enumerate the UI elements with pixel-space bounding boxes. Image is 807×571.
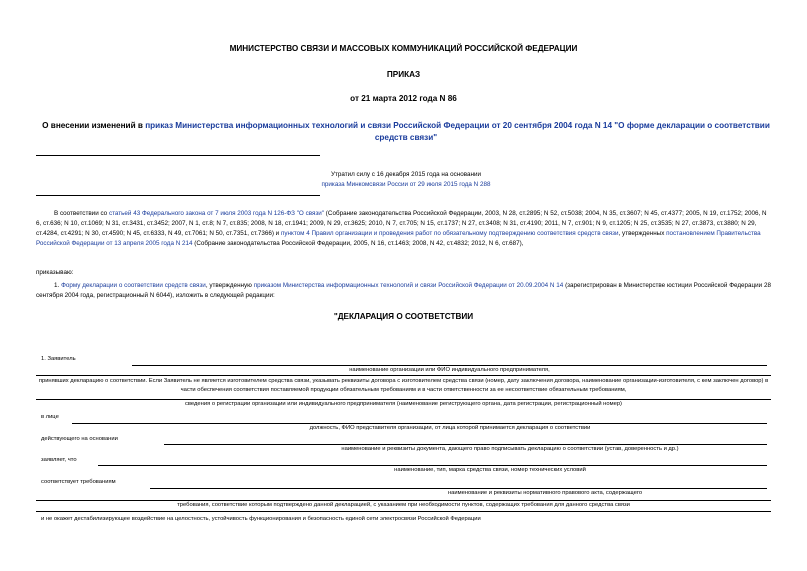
divider [36,155,320,156]
document-caption: наименование и реквизиты документа, дающего право подписывать декларацию о соответствии (устав, доверенность и др.) [341,446,679,452]
item-text: (зарегистрирован в Министерстве юстиции Российской Федерации 28 сентября 2004 года, регистрационный N 6044), изложить в следующей редакции: [36,282,772,299]
in-person-label: в лице [41,414,59,420]
communications-law-link[interactable]: статьей 43 Федерального закона от 7 июля 2003 года N 126-ФЗ "О связи" [108,210,325,217]
ministry-heading: МИНИСТЕРСТВО СВЯЗИ И МАССОВЫХ КОММУНИКАЦИЙ РОССИЙСКОЙ ФЕДЕРАЦИИ [229,44,578,53]
device-caption: наименование, тип, марка средства связи, номер технических условий [394,467,586,473]
applicant-caption: наименование организации или ФИО индивидуального предпринимателя, [349,367,550,373]
item-text: , утвержденную [205,282,254,289]
document-date-number: от 21 марта 2012 года N 86 [350,94,457,103]
form-line [36,511,771,512]
government-resolution-link[interactable]: постановлением Правительства Российской Федерации от 13 апреля 2005 года N 214 [36,230,761,247]
declares-label: заявляет, что [41,457,77,463]
preamble-text: (Собрание законодательства Российской Федерации, 2005, N 16, ст.1463; 2008, N 42, ст.4832; 2012, N 6, ст.687), [192,240,524,247]
status-repeal-link[interactable]: приказа Минкомсвязи России от 29 июля 2015 года N 288 [321,181,491,188]
requirements-caption: требования, соответствие которым подтверждено данной декларацией, с указанием при необходимости пунктов, содержащих требования для данного средства связи [177,502,630,508]
item-number: 1. [54,282,62,289]
preamble-text: , утвержденных [618,230,667,237]
preamble-text: В соответствии со [54,210,109,217]
status-note: Утратил силу с 16 декабря 2015 года на основании [330,171,482,178]
title-amended-order-link[interactable]: приказ Министерства информационных технологий и связи Российской Федерации от 20 сентября 2004 года N 14 "О форме декларации о соответствии средств связи" [145,121,770,142]
registration-caption: сведения о регистрации организации или индивидуального предпринимателя (наименование региструющего органа, дата регистрации, регистрационный номер) [185,401,622,407]
form-line [36,375,771,376]
title-prefix: О внесении изменений в [42,121,146,130]
final-note: и не окажет дестабилизирующее воздействие на целостность, устойчивость функционирования и безопасность единой сети электросвязи Российской Федерации [41,516,481,522]
declaration-heading: "ДЕКЛАРАЦИЯ О СООТВЕТСТВИИ [333,312,474,321]
preamble-text: (Собрание законодательства Российской Федерации, 2003, N 28, ст.2895; N 52, ст.5038; 2004, N 35, ст.3607; N 45, ст.4377; 2005, N 19, ст.1752; 2006, N 6, ст.636; N 10, ст.1069; N 31, ст.3431, ст.3452; 2007, N 1, ст.8; N 7, ст.835; 2008, N 18, ст.1941; 2009, N 29, ст.3625; 2010, N 7, ст.705; N 15, ст.1737; N 27, ст.3408; N 31, ст.4190; 2011, N 7, ст.901; N 9, ст.1205; N 25, ст.3535; N 27, ст.3873, ст.3880; N 29, ст.4284, ст.4291; N 30, ст.4590; N 45, ст.6333, N 49, ст.7061; N 50, ст.7351, ст.7366) и [36,210,767,237]
ministry-order-14-link[interactable]: приказом Министерства информационных технологий и связи Российской Федерации от 20.09.2004 N 14 [253,282,564,289]
position-caption: должность, ФИО представителя организации, от лица которой принимается декларация о соответствии [309,425,591,431]
divider [36,195,320,196]
applicant-label: 1. Заявитель [41,356,76,362]
document-title [36,120,776,144]
accepting-note: принявших декларацию о соответствии. Если Заявитель не является изготовителем средства связи, указывать реквизиты договора с изготовителем средства связи (номер, дату заключения договора, наименование организации-изготовителя, с кем заключен договор) в части обеспечения соответствия поставляемой продукции обязательным требованиям и в части ответственности за ее несоответствие обязательным требованиям, [38,378,769,393]
rules-item-4-link[interactable]: пунктом 4 Правил организации и проведения работ по обязательному подтверждению соответствия средств связи [280,230,619,237]
act-caption: наименование и реквизиты нормативного правового акта, содержащего [447,490,643,496]
complies-label: соответствует требованиям [41,479,116,485]
order-word: приказываю: [36,269,74,276]
document-type: ПРИКАЗ [386,70,421,79]
preamble-paragraph [36,209,771,249]
order-item-1 [36,281,771,301]
declaration-form-link[interactable]: Форму декларации о соответствии средств связи [61,282,206,289]
acting-basis-label: действующего на основании [41,436,118,442]
